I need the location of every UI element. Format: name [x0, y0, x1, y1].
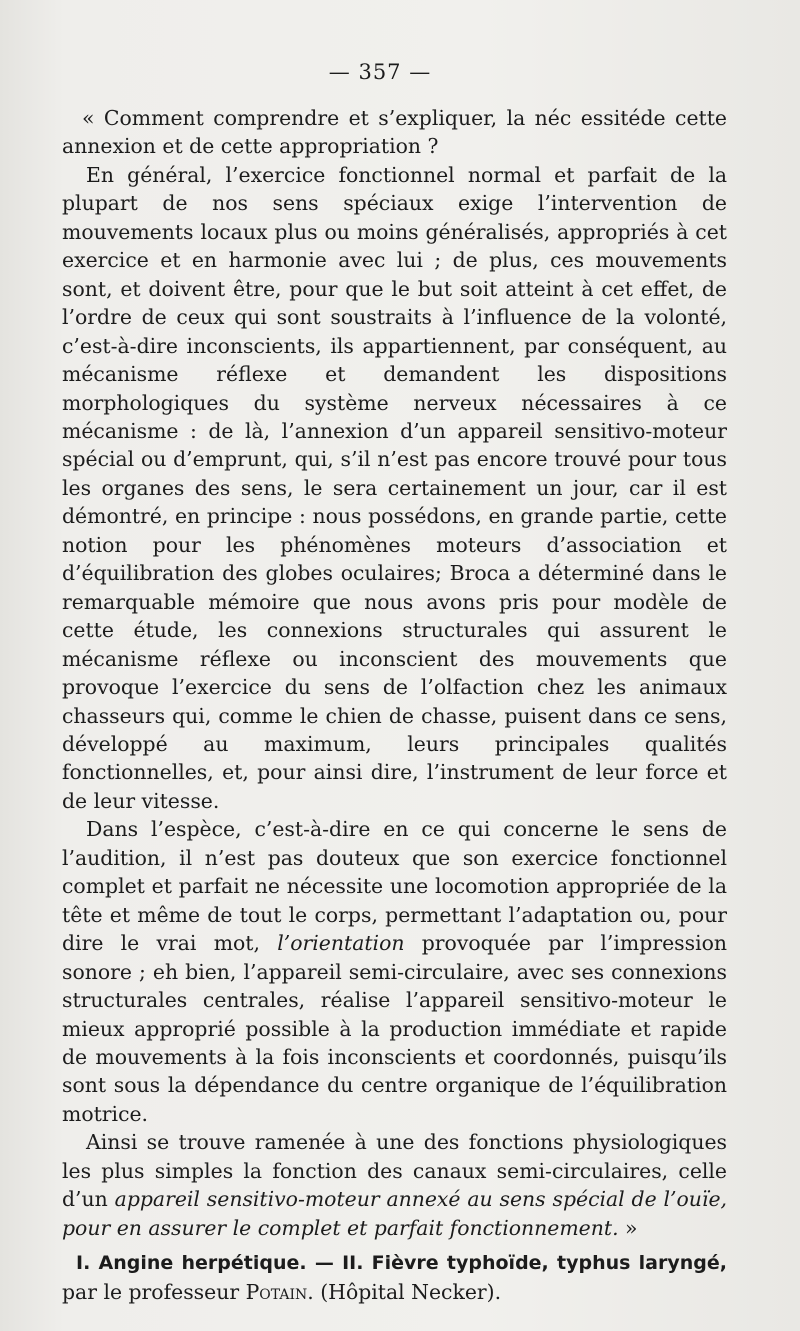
orientation-emphasis: l’orientation: [277, 931, 405, 956]
paragraph-conclusion-close-quote: »: [618, 1215, 638, 1240]
heading-title: I. Angine herpétique. — II. Fièvre typhoïde, typhus laryngé,: [76, 1252, 727, 1275]
paragraph-audition-text-b: provoquée par l’impression sonore ; eh bien, l’appareil semi-circulaire, avec ses connexions structurales centrales, réalise l’appareil sensitivo-moteur le mieux approprié possible à la production immédiate et rapide de mouvements à la fois inconscients et coordonnés, puisqu’ils sont sous la dépendance du centre organique de l’équilibration motrice.: [62, 931, 727, 1126]
body-text: [62, 104, 727, 1306]
heading-author: Potain.: [245, 1279, 314, 1304]
paragraph-conclusion: [62, 1128, 727, 1242]
paragraph-general: En général, l’exercice fonctionnel normal et parfait de la plupart de nos sens spéciaux exige l’intervention de mouvements locaux plus ou moins généralisés, appropriés à cet exercice et en harmonie avec lui ; de plus, ces mouvements sont, et doivent être, pour que le but soit atteint à cet effet, de l’ordre de ceux qui sont soustraits à l’influence de la volonté, c’est-à-dire inconscients, ils appartiennent, par conséquent, au mécanisme réflexe et demandent les dispositions morphologiques du système nerveux nécessaires à ce mécanisme : de là, l’annexion d’un appareil sensitivo-moteur spécial ou d’emprunt, qui, s’il n’est pas encore trouvé pour tous les organes des sens, le sera certainement un jour, car il est démontré, en principe : nous possédons, en grande partie, cette notion pour les phénomènes moteurs d’association et d’équilibration des globes oculaires; Broca a déterminé dans le remarquable mémoire que nous avons pris pour modèle de cette étude, les connexions structurales qui assurent le mécanisme réflexe ou inconscient des mouvements que provoque l’exercice du sens de l’olfaction chez les animaux chasseurs qui, comme le chien de chasse, puisent dans ce sens, développé au maximum, leurs principales qualités fonctionnelles, et, pour ainsi dire, l’instrument de leur force et de leur vitesse.: [62, 162, 727, 813]
heading-hospital: (Hôpital Necker).: [313, 1279, 502, 1304]
paragraph-audition-text-a: Dans l’espèce, c’est-à-dire en ce qui concerne le sens de l’audition, il n’est pas douteux que son exercice fonctionnel complet et parfait ne nécessite une locomotion appropriée de la tête et même de tout le corps, permettant l’adaptation ou, pour dire le vrai mot,: [62, 817, 727, 956]
section-heading: [62, 1248, 727, 1306]
paragraph-audition: [62, 815, 727, 1128]
paragraph-quote-opening: « Comment comprendre et s’expliquer, la néc essitéde cette annexion et de cette appropriation ?: [62, 106, 727, 159]
conclusion-emphasis: appareil sensitivo-moteur annexé au sens spécial de l’ouïe, pour en assurer le complet et parfait fonctionnement.: [62, 1187, 727, 1240]
page-number: — 357 —: [328, 60, 432, 84]
paragraph-conclusion-text-a: Ainsi se trouve ramenée à une des fonctions physiologiques les plus simples la fonction des canaux semi-circulaires, celle d’un: [62, 1130, 727, 1212]
heading-by: par le professeur: [62, 1279, 246, 1304]
